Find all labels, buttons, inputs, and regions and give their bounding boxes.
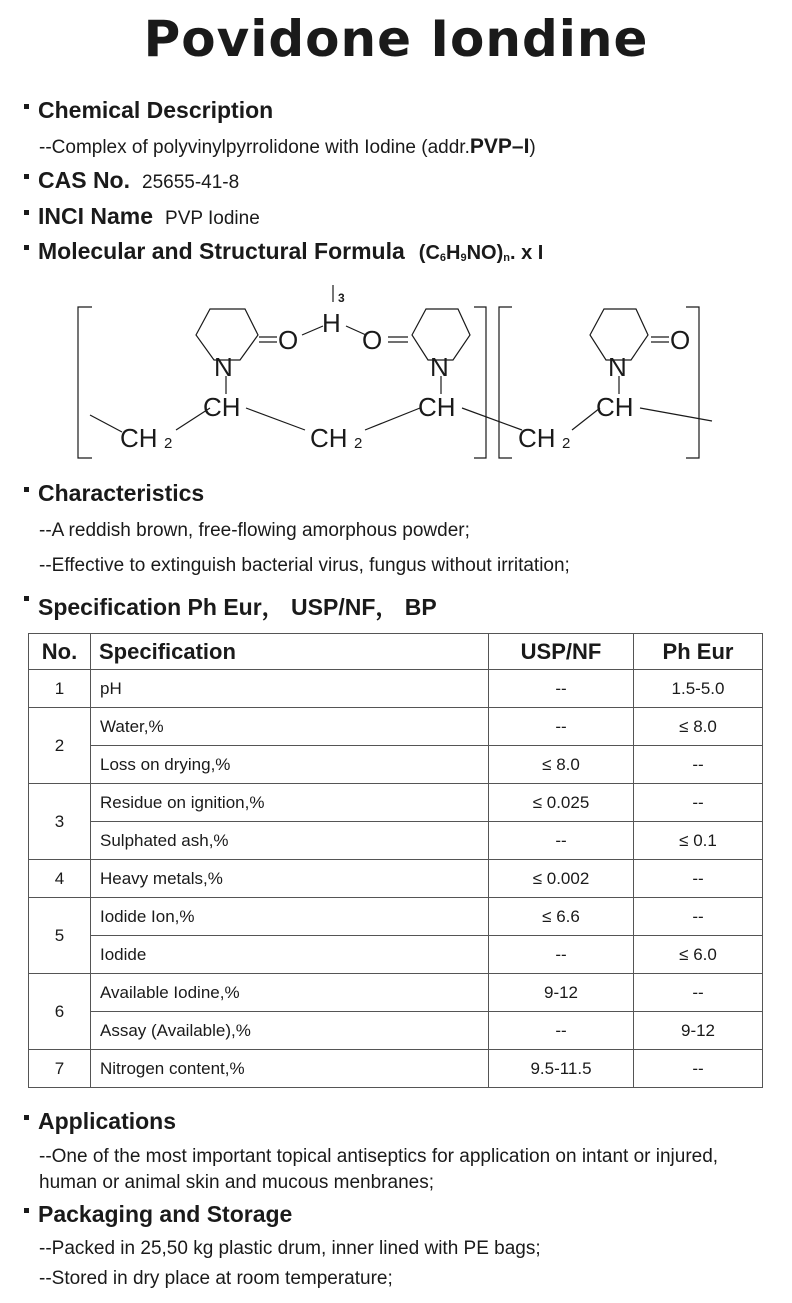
spec-name: Water,% — [91, 708, 489, 746]
heading-text: Specification Ph Eur， USP/NF， BP — [38, 594, 437, 620]
heading-text: Chemical Description — [38, 97, 274, 123]
backbone-bond-4 — [365, 408, 420, 430]
bullet-icon — [24, 174, 29, 179]
n-atom-3: N — [608, 352, 627, 382]
i3-label: 3 — [338, 291, 345, 305]
table-row — [29, 822, 763, 860]
o-atom-2: O — [362, 325, 383, 355]
heading-text: INCI Name — [38, 203, 154, 229]
ch2-group-1: CH — [120, 423, 158, 453]
usp-value: -- — [489, 708, 634, 746]
table-row — [29, 708, 763, 746]
specification-table — [28, 633, 763, 1088]
heading-text: Packaging and Storage — [38, 1201, 293, 1227]
ch2-group-3: CH — [518, 423, 556, 453]
usp-value: -- — [489, 936, 634, 974]
table-row — [29, 746, 763, 784]
spec-name: Available Iodine,% — [91, 974, 489, 1012]
spec-name: Sulphated ash,% — [91, 822, 489, 860]
spec-name: Iodide — [91, 936, 489, 974]
characteristics-line: --A reddish brown, free-flowing amorphous powder; — [39, 520, 470, 541]
column-header: USP/NF — [489, 634, 634, 670]
heading-text: Applications — [38, 1108, 177, 1134]
o-atom-3: O — [670, 325, 691, 355]
o-atom-1: O — [278, 325, 299, 355]
usp-value: ≤ 0.025 — [489, 784, 634, 822]
bullet-icon — [24, 104, 29, 109]
usp-value: ≤ 0.002 — [489, 860, 634, 898]
backbone-bond-1 — [90, 415, 122, 432]
inci-name: PVP Iodine — [165, 208, 260, 229]
row-number: 3 — [29, 784, 91, 860]
heading-text: CAS No. — [38, 167, 130, 193]
eur-value: -- — [634, 746, 763, 784]
ch2-group-2: CH — [310, 423, 348, 453]
table-row — [29, 784, 763, 822]
table-row — [29, 936, 763, 974]
eur-value: 9-12 — [634, 1012, 763, 1050]
structural-formula-diagram — [0, 280, 792, 465]
page-title: Povidone Iondine — [143, 10, 649, 68]
backbone-bond-3 — [246, 408, 305, 430]
chemical-description-heading — [24, 97, 273, 124]
ch2-sub-1: 2 — [164, 435, 173, 452]
bullet-icon — [24, 1115, 29, 1120]
ch-group-1: CH — [203, 392, 241, 422]
column-header: No. — [29, 634, 91, 670]
row-number: 1 — [29, 670, 91, 708]
spec-name: Loss on drying,% — [91, 746, 489, 784]
usp-value: ≤ 8.0 — [489, 746, 634, 784]
spec-name: Assay (Available),% — [91, 1012, 489, 1050]
eur-value: 1.5-5.0 — [634, 670, 763, 708]
applications-heading — [24, 1108, 176, 1135]
eur-value: -- — [634, 898, 763, 936]
molecular-formula: $(C_6H_9NO)_n$. x I — [418, 242, 544, 264]
row-number: 5 — [29, 898, 91, 974]
eur-value: -- — [634, 784, 763, 822]
usp-value: -- — [489, 1012, 634, 1050]
spec-name: pH — [91, 670, 489, 708]
packaging-heading — [24, 1201, 292, 1228]
close-paren: ) — [529, 137, 536, 158]
formula-heading — [24, 238, 543, 265]
characteristics-line: --Effective to extinguish bacterial virus, fungus without irritation; — [39, 555, 570, 576]
ch-group-2: CH — [418, 392, 456, 422]
table-header-row — [29, 634, 763, 670]
n-atom-2: N — [430, 352, 449, 382]
row-number: 4 — [29, 860, 91, 898]
eur-value: ≤ 8.0 — [634, 708, 763, 746]
usp-value: 9-12 — [489, 974, 634, 1012]
usp-value: -- — [489, 670, 634, 708]
packaging-line: --Stored in dry place at room temperature; — [39, 1268, 393, 1289]
bullet-icon — [24, 1208, 29, 1213]
usp-value: -- — [489, 822, 634, 860]
row-number: 6 — [29, 974, 91, 1050]
spec-name: Iodide Ion,% — [91, 898, 489, 936]
backbone-bond-7 — [640, 408, 712, 421]
ch2-sub-3: 2 — [562, 435, 571, 452]
bullet-icon — [24, 487, 29, 492]
cas-heading — [24, 167, 239, 194]
table-row — [29, 898, 763, 936]
eur-value: ≤ 0.1 — [634, 822, 763, 860]
description-text: --Complex of polyvinylpyrrolidone with Iodine (addr. — [39, 137, 470, 158]
bracket-right — [474, 307, 486, 458]
abbreviation: PVP–I — [469, 135, 530, 158]
table-row — [29, 974, 763, 1012]
usp-value: ≤ 6.6 — [489, 898, 634, 936]
heading-text: Characteristics — [38, 480, 205, 506]
ch2-sub-2: 2 — [354, 435, 363, 452]
applications-line: human or animal skin and mucous menbranes; — [39, 1172, 434, 1193]
bullet-icon — [24, 210, 29, 215]
table-row — [29, 1012, 763, 1050]
eur-value: -- — [634, 974, 763, 1012]
table-row — [29, 670, 763, 708]
table-row — [29, 1050, 763, 1088]
eur-value: -- — [634, 1050, 763, 1088]
table-row — [29, 860, 763, 898]
packaging-line: --Packed in 25,50 kg plastic drum, inner lined with PE bags; — [39, 1238, 541, 1259]
spec-name: Heavy metals,% — [91, 860, 489, 898]
column-header: Specification — [91, 634, 489, 670]
bullet-icon — [24, 245, 29, 250]
heading-text: Molecular and Structural Formula — [38, 238, 405, 264]
bracket-left-2 — [499, 307, 512, 458]
chemical-description-text — [39, 135, 536, 159]
cas-number: 25655-41-8 — [142, 172, 240, 193]
row-number: 2 — [29, 708, 91, 784]
spec-name: Residue on ignition,% — [91, 784, 489, 822]
characteristics-heading — [24, 480, 204, 507]
backbone-bond-5 — [462, 408, 522, 430]
h-bond-left — [302, 326, 323, 335]
ch-group-3: CH — [596, 392, 634, 422]
h-atom: H — [322, 308, 341, 338]
row-number: 7 — [29, 1050, 91, 1088]
usp-value: 9.5-11.5 — [489, 1050, 634, 1088]
applications-line: --One of the most important topical antiseptics for application on intant or injured, — [39, 1146, 719, 1167]
eur-value: ≤ 6.0 — [634, 936, 763, 974]
bracket-left — [78, 307, 92, 458]
specification-heading — [24, 589, 437, 622]
n-atom-1: N — [214, 352, 233, 382]
column-header: Ph Eur — [634, 634, 763, 670]
spec-name: Nitrogen content,% — [91, 1050, 489, 1088]
eur-value: -- — [634, 860, 763, 898]
inci-heading — [24, 203, 260, 230]
bullet-icon — [24, 596, 29, 601]
